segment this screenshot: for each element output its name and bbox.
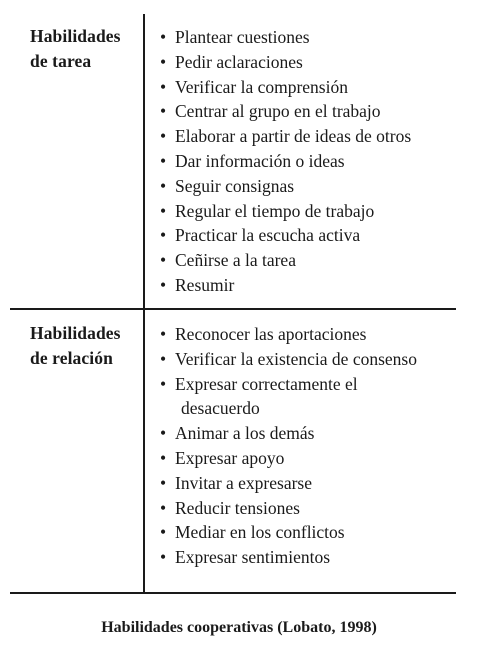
list-item-text: Reducir tensiones <box>175 497 300 518</box>
row-divider <box>10 308 456 310</box>
bullet-icon: • <box>160 423 167 444</box>
list-item-text: Pedir aclaraciones <box>175 51 303 72</box>
list-item-text: Resumir <box>175 274 235 295</box>
list-item-text: Regular el tiempo de trabajo <box>175 200 375 221</box>
skills-table <box>10 14 456 594</box>
list-item <box>160 372 417 422</box>
bullet-icon: • <box>160 522 167 543</box>
list-item-text: Seguir consignas <box>175 175 295 196</box>
section-label-line: de relación <box>30 348 113 368</box>
list-item-text: Elaborar a partir de ideas de otros <box>175 126 412 147</box>
bullet-icon: • <box>160 101 167 122</box>
section-label-line: Habilidades <box>30 26 121 46</box>
list-item-text: Dar información o ideas <box>175 150 345 171</box>
list-item-text: Verificar la comprensión <box>175 76 348 97</box>
list-item-text: Expresar correctamente el <box>175 373 358 394</box>
list-item <box>160 446 417 471</box>
column-divider <box>143 14 145 594</box>
bullet-icon: • <box>160 373 167 394</box>
list-item-text: Plantear cuestiones <box>175 27 310 47</box>
list-item <box>160 496 417 521</box>
bullet-icon: • <box>160 472 167 493</box>
list-item <box>160 545 417 570</box>
list-item-text: Centrar al grupo en el trabajo <box>175 101 381 122</box>
bullet-icon: • <box>160 27 167 47</box>
bullet-icon: • <box>160 200 167 221</box>
list-item-text: Practicar la escucha activa <box>175 225 361 246</box>
section-label-task <box>30 24 140 74</box>
list-item <box>160 199 411 224</box>
bullet-icon: • <box>160 126 167 147</box>
list-item <box>160 99 411 124</box>
list-item <box>160 50 411 75</box>
bullet-icon: • <box>160 250 167 271</box>
section-label-relation <box>30 321 140 371</box>
list-item <box>160 421 417 446</box>
bullet-icon: • <box>160 225 167 246</box>
bullet-icon: • <box>160 497 167 518</box>
list-item <box>160 520 417 545</box>
list-item <box>160 347 417 372</box>
section-label-line: de tarea <box>30 51 92 71</box>
list-item <box>160 322 417 347</box>
bullet-icon: • <box>160 274 167 295</box>
bullet-icon: • <box>160 547 167 568</box>
bullet-icon: • <box>160 76 167 97</box>
list-item-text: Reconocer las aportaciones <box>175 324 367 344</box>
list-item <box>160 471 417 496</box>
table-bottom-rule <box>10 592 456 594</box>
list-item-text: Ceñirse a la tarea <box>175 250 296 271</box>
bullet-icon: • <box>160 150 167 171</box>
list-item <box>160 75 411 100</box>
list-item <box>160 25 411 50</box>
figure-caption: Habilidades cooperativas (Lobato, 1998) <box>101 619 377 636</box>
list-item <box>160 174 411 199</box>
list-item <box>160 124 411 149</box>
bullet-icon: • <box>160 51 167 72</box>
list-item <box>160 248 411 273</box>
list-item-text: Mediar en los conflictos <box>175 522 345 543</box>
bullet-icon: • <box>160 348 167 369</box>
bullet-icon: • <box>160 175 167 196</box>
list-item-text: Expresar sentimientos <box>175 547 331 568</box>
list-item <box>160 223 411 248</box>
bullet-icon: • <box>160 447 167 468</box>
task-skills-list <box>160 25 411 298</box>
list-item-text: Invitar a expresarse <box>175 472 313 493</box>
list-item-text: Animar a los demás <box>175 423 315 444</box>
list-item <box>160 273 411 298</box>
list-item <box>160 149 411 174</box>
list-item-text: desacuerdo <box>181 398 260 419</box>
list-item-text: Verificar la existencia de consenso <box>175 348 417 369</box>
section-label-line: Habilidades <box>30 323 121 343</box>
relation-skills-list <box>160 322 417 570</box>
bullet-icon: • <box>160 324 167 344</box>
list-item-text: Expresar apoyo <box>175 447 285 468</box>
